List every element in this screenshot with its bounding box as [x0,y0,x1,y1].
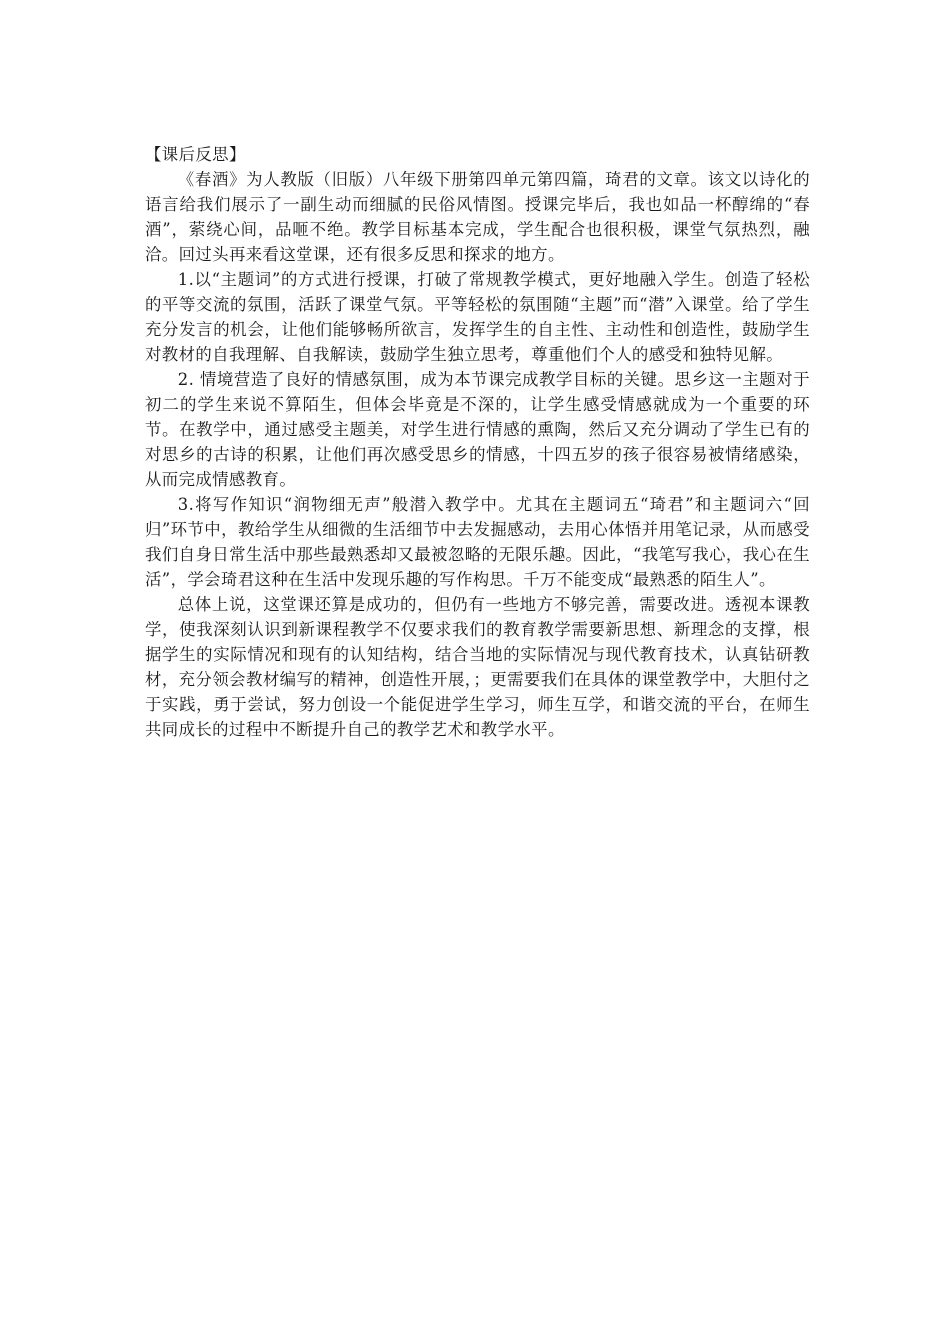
paragraph-point-1: 1.以“主题词”的方式进行授课，打破了常规教学模式，更好地融入学生。创造了轻松的平等交流的氛围，活跃了课堂气氛。平等轻松的氛围随“主题”而“潜”入课堂。给了学生充分发言的机会，让他们能够畅所欲言，发挥学生的自主性、主动性和创造性，鼓励学生对教材的自我理解、自我解读，鼓励学生独立思考，尊重他们个人的感受和独特见解。 [145,270,810,364]
paragraph-point-3: 3.将写作知识“润物细无声”般潜入教学中。尤其在主题词五“琦君”和主题词六“回归”环节中，教给学生从细微的生活细节中去发掘感动，去用心体悟并用笔记录，从而感受我们自身日常生活中那些最熟悉却又最被忽略的无限乐趣。因此，“我笔写我心，我心在生活”，学会琦君这种在生活中发现乐趣的写作构思。千万不能变成“最熟悉的陌生人”。 [145,495,810,589]
paragraph-summary: 总体上说，这堂课还算是成功的，但仍有一些地方不够完善，需要改进。透视本课教学，使我深刻认识到新课程教学不仅要求我们的教育教学需要新思想、新理念的支撑，根据学生的实际情况和现有的认知结构，结合当地的实际情况与现代教育技术，认真钻研教材，充分领会教材编写的精神，创造性开展，；更需要我们在具体的课堂教学中，大胆付之于实践，勇于尝试，努力创设一个能促进学生学习，师生互学，和谐交流的平台，在师生共同成长的过程中不断提升自己的教学艺术和教学水平。 [145,595,810,739]
paragraph-point-2: 2. 情境营造了良好的情感氛围，成为本节课完成教学目标的关键。思乡这一主题对于初二的学生来说不算陌生，但体会毕竟是不深的，让学生感受情感就成为一个重要的环节。在教学中，通过感受主题美，对学生进行情感的熏陶，然后又充分调动了学生已有的对思乡的古诗的积累，让他们再次感受思乡的情感，十四五岁的孩子很容易被情绪感染，从而完成情感教育。 [145,370,810,489]
document-body [145,142,810,742]
paragraph-intro: 《春酒》为人教版（旧版）八年级下册第四单元第四篇，琦君的文章。该文以诗化的语言给我们展示了一副生动而细腻的民俗风情图。授课完毕后，我也如品一杯醇绵的“春酒”，萦绕心间，品咂不绝。教学目标基本完成，学生配合也很积极，课堂气氛热烈，融洽。回过头再来看这堂课，还有很多反思和探求的地方。 [145,170,810,264]
section-heading: 【课后反思】 [145,145,246,164]
